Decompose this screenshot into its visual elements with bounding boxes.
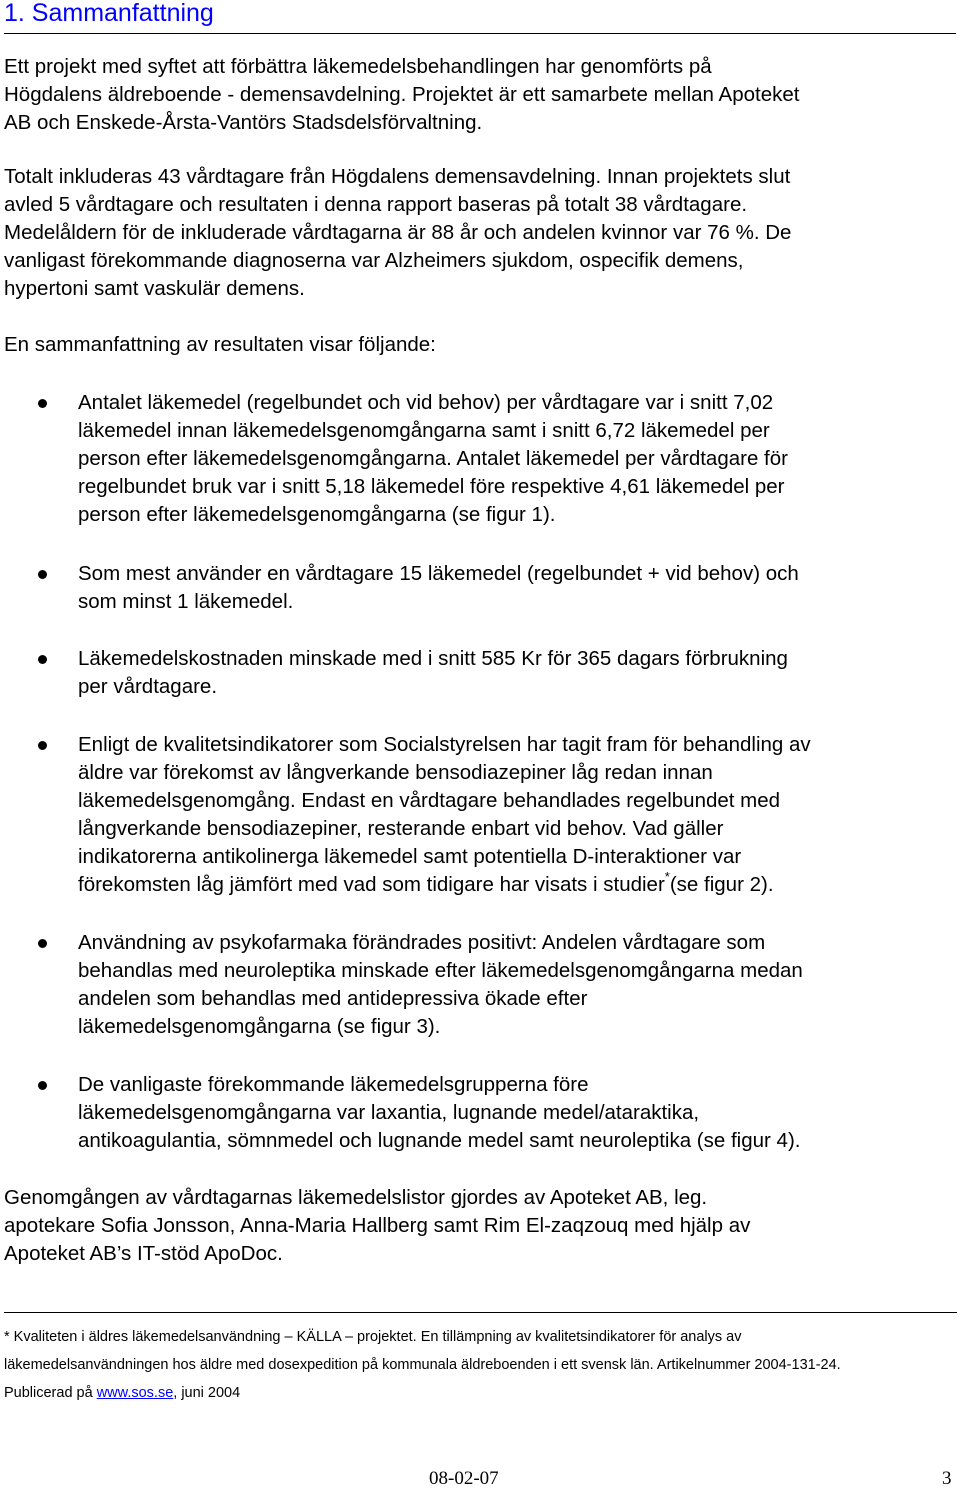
text-line: andelen som behandlas med antidepressiva ökade efter	[78, 987, 588, 1010]
text-line: Medelåldern för de inkluderade vårdtagarna är 88 år och andelen kvinnor var 76 %. De	[4, 221, 792, 244]
footnote-divider	[4, 1312, 957, 1313]
bullet-icon	[38, 399, 47, 408]
bullet-icon	[38, 655, 47, 664]
text-fragment: Publicerad på	[4, 1385, 97, 1401]
list-item-text	[78, 560, 799, 616]
text-line: vanligast förekommande diagnoserna var Alzheimers sjukdom, ospecifik demens,	[4, 249, 744, 272]
text-fragment: , juni 2004	[173, 1385, 241, 1401]
footnote-line-1: * Kvaliteten i äldres läkemedelsanvändning – KÄLLA – projektet. En tillämpning av kvalitetsindikatorer för analys av	[4, 1329, 742, 1345]
bullet-icon	[38, 939, 47, 948]
text-fragment: förekomsten låg jämfört med vad som tidigare har visats i studier	[78, 873, 665, 896]
text-line: Ett projekt med syftet att förbättra läkemedelsbehandlingen har genomförts på	[4, 55, 712, 78]
text-line: långverkande bensodiazepiner, resterande enbart vid behov. Vad gäller	[78, 817, 724, 840]
text-line: regelbundet bruk var i snitt 5,18 läkemedel före respektive 4,61 läkemedel per	[78, 475, 785, 498]
text-line: läkemedelsgenomgångarna var laxantia, lugnande medel/ataraktika,	[78, 1101, 700, 1124]
footer-date: 08-02-07	[429, 1468, 499, 1489]
text-line: Totalt inkluderas 43 vårdtagare från Högdalens demensavdelning. Innan projektets slut	[4, 165, 791, 188]
sos-link[interactable]: www.sos.se	[96, 1385, 174, 1401]
text-line: äldre var förekomst av långverkande bensodiazepiner låg redan innan	[78, 761, 713, 784]
text-line: hypertoni samt vaskulär demens.	[4, 277, 305, 300]
page-heading: 1. Sammanfattning	[4, 0, 214, 27]
list-item-text	[78, 389, 788, 529]
text-line: En sammanfattning av resultaten visar följande:	[4, 333, 436, 356]
text-line: per vårdtagare.	[78, 675, 218, 698]
intro-paragraph-3	[4, 331, 436, 359]
text-line: Som mest använder en vårdtagare 15 läkemedel (regelbundet + vid behov) och	[78, 562, 799, 585]
text-line: läkemedelsgenomgångarna (se figur 3).	[78, 1015, 441, 1038]
text-line: Genomgången av vårdtagarnas läkemedelslistor gjordes av Apoteket AB, leg.	[4, 1186, 708, 1209]
text-line: antikoagulantia, sömnmedel och lugnande medel samt neuroleptika (se figur 4).	[78, 1129, 801, 1152]
closing-paragraph	[4, 1184, 750, 1268]
list-item-text	[78, 1071, 800, 1155]
text-line	[78, 871, 811, 899]
footnote-line-2: läkemedelsanvändningen hos äldre med dosexpedition på kommunala äldreboenden i ett svensk län. Artikelnummer 2004-131-24.	[4, 1357, 841, 1373]
list-item-text	[78, 645, 788, 701]
text-line: indikatorerna antikolinerga läkemedel samt potentiella D-interaktioner var	[78, 845, 742, 868]
text-line: Antalet läkemedel (regelbundet och vid behov) per vårdtagare var i snitt 7,02	[78, 391, 774, 414]
list-item-text	[78, 929, 803, 1041]
text-line: läkemedel innan läkemedelsgenomgångarna samt i snitt 6,72 läkemedel per	[78, 419, 770, 442]
text-line: De vanligaste förekommande läkemedelsgrupperna före	[78, 1073, 589, 1096]
bullet-icon	[38, 741, 47, 750]
text-line: avled 5 vårdtagare och resultaten i denna rapport baseras på totalt 38 vårdtagare.	[4, 193, 748, 216]
page-number: 3	[942, 1468, 952, 1489]
text-line: person efter läkemedelsgenomgångarna. Antalet läkemedel per vårdtagare för	[78, 447, 788, 470]
bullet-icon	[38, 1081, 47, 1090]
text-line: AB och Enskede-Årsta-Vantörs Stadsdelsförvaltning.	[4, 111, 483, 134]
text-line: läkemedelsgenomgång. Endast en vårdtagare behandlades regelbundet med	[78, 789, 781, 812]
footnote-line-3	[4, 1384, 240, 1402]
text-line: person efter läkemedelsgenomgångarna (se figur 1).	[78, 503, 556, 526]
text-line: Apoteket AB’s IT-stöd ApoDoc.	[4, 1242, 283, 1265]
text-line: apotekare Sofia Jonsson, Anna-Maria Hallberg samt Rim El-zaqzouq med hjälp av	[4, 1214, 751, 1237]
text-line: Användning av psykofarmaka förändrades positivt: Andelen vårdtagare som	[78, 931, 766, 954]
text-line: Högdalens äldreboende - demensavdelning. Projektet är ett samarbete mellan Apoteket	[4, 83, 800, 106]
intro-paragraph-1	[4, 53, 799, 137]
text-fragment: (se figur 2).	[669, 873, 774, 896]
list-item-text	[78, 731, 811, 899]
footnote-marker: *	[664, 869, 670, 885]
text-line: Läkemedelskostnaden minskade med i snitt 585 Kr för 365 dagars förbrukning	[78, 647, 788, 670]
text-line: behandlas med neuroleptika minskade efter läkemedelsgenomgångarna medan	[78, 959, 803, 982]
bullet-icon	[38, 570, 47, 579]
text-line: som minst 1 läkemedel.	[78, 590, 294, 613]
intro-paragraph-2	[4, 163, 791, 303]
text-line: Enligt de kvalitetsindikatorer som Socialstyrelsen har tagit fram för behandling av	[78, 733, 811, 756]
heading-divider	[4, 33, 956, 34]
